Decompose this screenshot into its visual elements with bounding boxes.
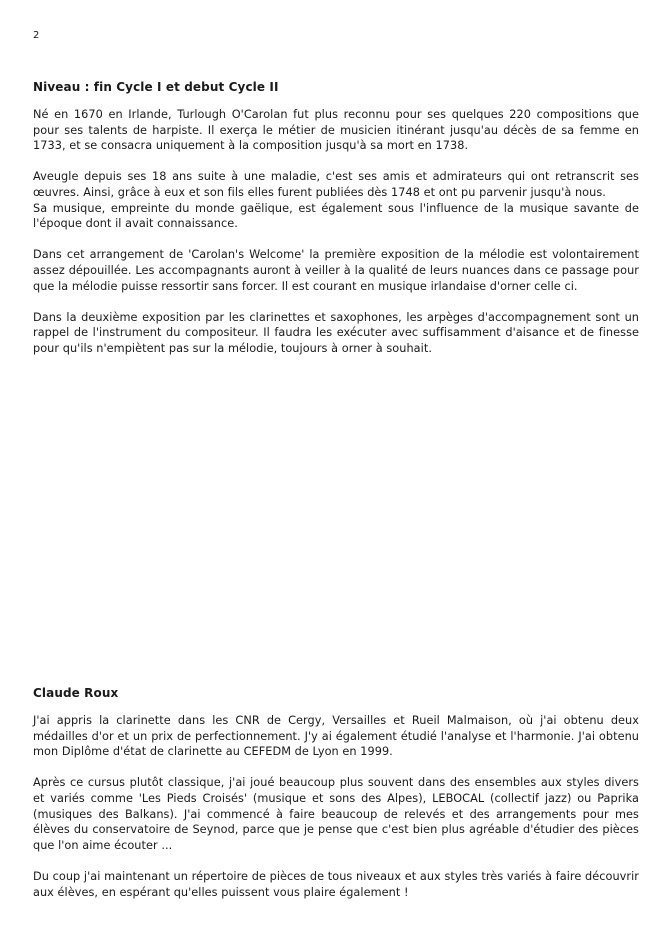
intro-section <box>33 80 639 372</box>
author-name-heading: Claude Roux <box>33 686 119 700</box>
page-number: 2 <box>33 30 40 41</box>
bio-paragraph-1: J'ai appris la clarinette dans les CNR de Cergy, Versailles et Rueil Malmaison, où j'ai obtenu deux médailles d'or et un prix de perfectionnement. J'y ai également étudié l'analyse et l'harmonie. J'ai obtenu mon Diplôme d'état de clarinette au CEFEDM de Lyon en 1999. <box>33 714 639 759</box>
bio-paragraph-2: Après ce cursus plutôt classique, j'ai joué beaucoup plus souvent dans des ensembles aux styles divers et variés comme 'Les Pieds Croisés' (musique et sons des Alpes), LEBOCAL (collectif jazz) ou Paprika (musiques des Balkans). J'ai commencé à faire beaucoup de relevés et des arrangements pour mes élèves du conservatoire de Seynod, parce que je pense que c'est bien plus agréable d'étudier des pièces que l'on aime écouter ... <box>33 776 639 852</box>
bio-paragraph-3: Du coup j'ai maintenant un répertoire de pièces de tous niveaux et aux styles très variés à faire découvrir aux élèves, en espérant qu'elles puissent vous plaire également ! <box>33 869 639 899</box>
intro-paragraph-4: Dans la deuxième exposition par les clarinettes et saxophones, les arpèges d'accompagnement sont un rappel de l'instrument du compositeur. Il faudra les exécuter avec suffisamment d'aisance et de finesse pour qu'ils n'empiètent pas sur la mélodie, toujours à orner à souhait. <box>33 310 639 355</box>
author-bio-section <box>33 686 639 916</box>
intro-paragraph-2: Aveugle depuis ses 18 ans suite à une maladie, c'est ses amis et admirateurs qui ont retranscrit ses œuvres. Ainsi, grâce à eux et son fils elles furent publiées dès 1748 et ont pu parvenir jusqu'à nous. Sa musique, empreinte du monde gaëlique, est également sous l'influence de la musique savante de l'époque dont il avait connaissance. <box>33 170 639 231</box>
intro-paragraph-1: Né en 1670 en Irlande, Turlough O'Carolan fut plus reconnu pour ses quelques 220 compositions que pour ses talents de harpiste. Il exerça le métier de musicien itinérant jusqu'au décès de sa femme en 1733, et se consacra uniquement à la composition jusqu'à sa mort en 1738. <box>33 108 639 153</box>
intro-paragraph-3: Dans cet arrangement de 'Carolan's Welcome' la première exposition de la mélodie est volontairement assez dépouillée. Les accompagnants auront à veiller à la qualité de leurs nuances dans ce passage pour que la mélodie puisse ressortir sans forcer. Il est courant en musique irlandaise d'orner celle ci. <box>33 248 639 293</box>
section-heading-level: Niveau : fin Cycle I et debut Cycle II <box>33 80 279 94</box>
